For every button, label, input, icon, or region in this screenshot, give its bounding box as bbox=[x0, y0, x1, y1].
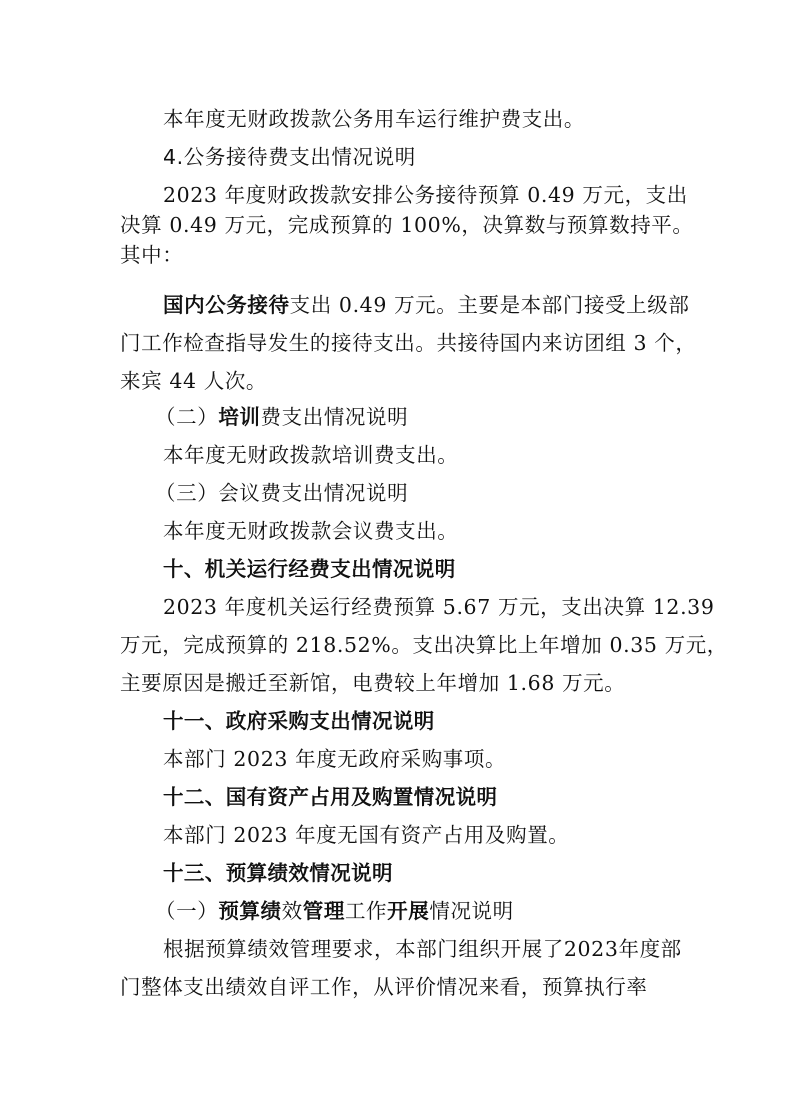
section-heading: 4.公务接待费支出情况说明 bbox=[163, 145, 416, 169]
heading-number: （一） bbox=[155, 899, 219, 923]
subsection-heading: （三）会议费支出情况说明 bbox=[155, 481, 409, 505]
bold-term: 培训 bbox=[218, 405, 261, 429]
subsection-heading bbox=[155, 402, 408, 432]
paragraph-text: 支出 0.49 万元。主要是本部门接受上级部 bbox=[289, 293, 690, 317]
paragraph-line: 本部门 2023 年度无政府采购事项。 bbox=[163, 747, 507, 771]
paragraph-line: 本年度无财政拨款培训费支出。 bbox=[163, 443, 459, 467]
heading-number: （二） bbox=[155, 405, 219, 429]
paragraph-line: 来宾 44 人次。 bbox=[120, 369, 268, 393]
heading-text: 工作 bbox=[344, 899, 388, 923]
paragraph-line: 本年度无财政拨款公务用车运行维护费支出。 bbox=[163, 107, 585, 131]
section-heading: 十三、预算绩效情况说明 bbox=[163, 861, 393, 885]
bold-term: 国内公务接待 bbox=[163, 293, 290, 317]
bold-term: 管理 bbox=[302, 899, 345, 923]
paragraph-line: 万元，完成预算的 218.52%。支出决算比上年增加 0.35 万元， bbox=[120, 633, 728, 657]
heading-text: 效 bbox=[281, 899, 303, 923]
section-heading: 十二、国有资产占用及购置情况说明 bbox=[163, 785, 498, 809]
paragraph-line: 2023 年度机关运行经费预算 5.67 万元，支出决算 12.39 bbox=[163, 595, 715, 619]
paragraph-line: 本部门 2023 年度无国有资产占用及购置。 bbox=[163, 823, 570, 847]
paragraph-line: 2023 年度财政拨款安排公务接待预算 0.49 万元，支出 bbox=[163, 183, 688, 207]
section-heading: 十一、政府采购支出情况说明 bbox=[163, 709, 435, 733]
paragraph-line: 主要原因是搬迁至新馆，电费较上年增加 1.68 万元。 bbox=[120, 671, 626, 695]
paragraph-line: 其中： bbox=[120, 243, 184, 267]
section-heading: 十、机关运行经费支出情况说明 bbox=[163, 557, 456, 581]
paragraph-line: 根据预算绩效管理要求，本部门组织开展了2023年度部 bbox=[163, 937, 682, 961]
heading-text: 情况说明 bbox=[429, 899, 514, 923]
paragraph-line: 本年度无财政拨款会议费支出。 bbox=[163, 519, 459, 543]
paragraph-line: 门整体支出绩效自评工作，从评价情况来看，预算执行率 bbox=[120, 975, 648, 999]
subsection-heading bbox=[155, 896, 514, 926]
heading-text: 费支出情况说明 bbox=[260, 405, 409, 429]
bold-term: 开展 bbox=[387, 899, 430, 923]
bold-term: 预算绩 bbox=[218, 899, 282, 923]
paragraph-line bbox=[163, 290, 690, 320]
paragraph-line: 门工作检查指导发生的接待支出。共接待国内来访团组 3 个， bbox=[120, 331, 697, 355]
paragraph-line: 决算 0.49 万元，完成预算的 100%，决算数与预算数持平。 bbox=[120, 213, 694, 237]
